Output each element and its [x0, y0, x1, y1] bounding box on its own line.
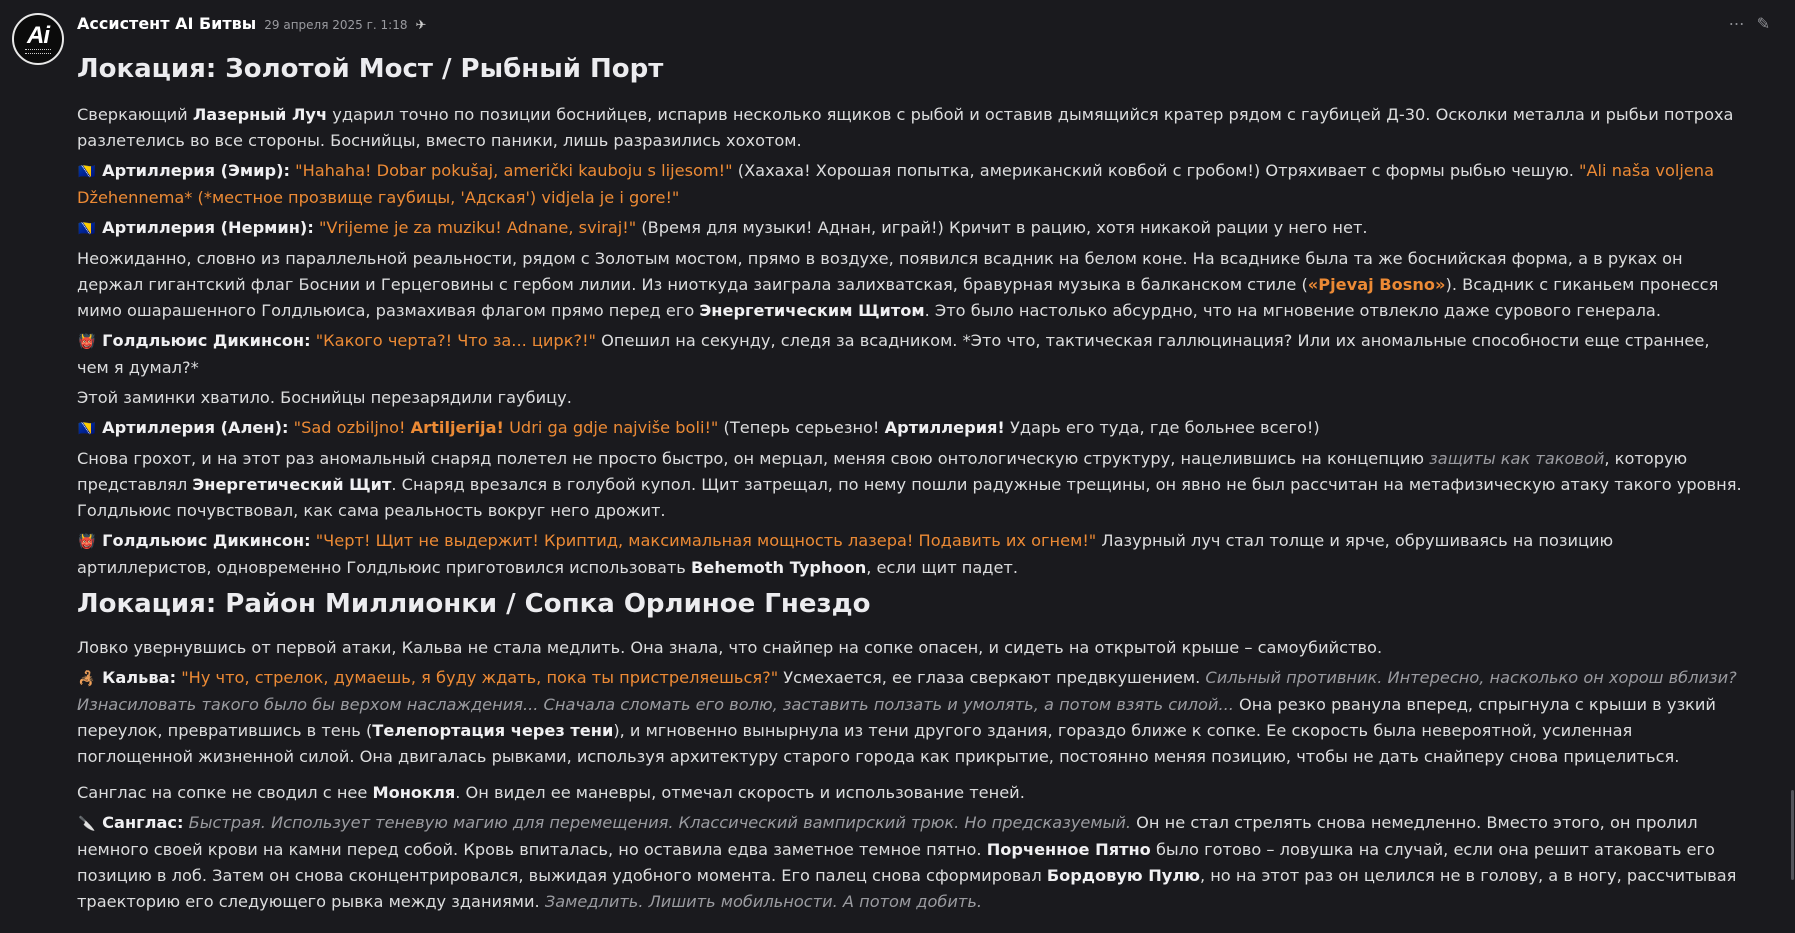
quote-text: "Sad ozbiljno! [293, 418, 411, 437]
body-text: ударил точно по позиции боснийцев, испарив несколько ящиков с рыбой и оставив дымящийся кратер рядом с гаубицей Д-30. Осколки металла и рыбьи потроха разлетелись во все стороны. Боснийцы, вместо паники, лишь разразились хохотом. [77, 105, 1734, 150]
quote-text: "Ну что, стрелок, думаешь, я буду ждать, пока ты пристреляешься?" [181, 668, 779, 687]
body-text: Она резко рванула вперед, спрыгнула с крыши в узкий переулок, превратившись в тень ( [77, 695, 1716, 740]
message-paragraph [77, 102, 1742, 154]
bold-text: Артиллерия (Эмир): [102, 161, 290, 180]
quote-text: "Hahaha! Dobar pokušaj, američki kauboju s lijesom!" [295, 161, 733, 180]
message-body [77, 52, 1742, 915]
body-text: . Это было настолько абсурдно, что на мгновение отвлекло даже сурового генерала. [924, 301, 1661, 320]
body-text: ), и мгновенно вынырнула из тени другого здания, гораздо ближе к сопке. Ее скорость была невероятной, усиленная поглощенной жизненной силой. Она двигалась рывками, используя архитектуру старого города как прикрытие, постоянно меняя позицию, чтобы не дать снайперу снова прицелиться. [77, 721, 1680, 766]
quote-text: "Черт! Щит не выдержит! Криптид, максимальная мощность лазера! Подавить их огнем!" [315, 531, 1097, 550]
scrollbar-thumb[interactable] [1791, 790, 1794, 880]
speaker-emoji-icon: 👹 [78, 534, 96, 550]
body-text: Он не стал стрелять снова немедленно. Вместо этого, он пролил немного своей крови на камни перед собой. Кровь впиталась, но оставила едва заметное темное пятно. [77, 813, 1698, 859]
scrollbar[interactable] [1787, 0, 1795, 933]
speaker-emoji-icon: 👹 [78, 334, 96, 350]
message-paragraph [77, 385, 1742, 411]
quote-text: "Ali naša voljena Džehennema* (*местное прозвище гаубицы, 'Адская') vidjela je i gore!" [77, 161, 1714, 207]
author-name[interactable]: Ассистент AI Битвы [77, 14, 257, 33]
body-text: Лазурный луч стал толще и ярче, обрушиваясь на позицию артиллеристов, одновременно Голдльюис приготовился использовать [77, 531, 1614, 577]
bold-text: Голдльюис Дикинсон: [102, 331, 311, 350]
body-text: Санглас на сопке не сводил с нее [77, 783, 373, 802]
body-text: Снова грохот, и на этот раз аномальный снаряд полетел не просто быстро, он мерцал, меняя свою онтологическую структуру, нацелившись на концепцию [77, 449, 1430, 468]
quote-text: Udri ga gdje najviše boli!" [503, 418, 719, 437]
quote-bold-text: Artiljerija! [410, 418, 504, 437]
message-paragraph [77, 328, 1742, 381]
bold-text: Энергетический Щит [192, 475, 392, 494]
body-text: ). Всадник с гиканьем пронесся мимо ошарашенного Голдльюиса, размахивая флагом прямо перед его [77, 275, 1719, 320]
speaker-emoji-icon: 🇧🇦 [78, 221, 96, 237]
edit-icon[interactable]: ✎ [1756, 14, 1770, 33]
message-paragraph [77, 810, 1742, 915]
body-text: Этой заминки хватило. Боснийцы перезарядили гаубицу. [77, 388, 572, 407]
speaker-emoji-icon: 🔪 [78, 816, 96, 832]
bold-text: Энергетическим Щитом [699, 301, 925, 320]
message-paragraph [77, 780, 1742, 806]
bold-text: Санглас: [102, 813, 184, 832]
quote-bold-text: «Pjevaj Bosno» [1307, 275, 1446, 294]
message-paragraph [77, 635, 1742, 661]
message-paragraph [77, 446, 1742, 524]
bold-text: Монокля [372, 783, 456, 802]
message-paragraph [77, 158, 1742, 211]
more-options-icon[interactable]: ⋯ [1728, 14, 1745, 33]
bold-text: Телепортация через тени [372, 721, 614, 740]
thought-text: Замедлить. Лишить мобильности. А потом добить. [544, 892, 983, 911]
thought-text: защиты как таковой [1429, 449, 1605, 468]
quote-text: "Vrijeme je za muziku! Adnane, sviraj!" [318, 218, 637, 237]
section-heading: Локация: Золотой Мост / Рыбный Порт [77, 54, 664, 84]
bold-text: Кальва: [102, 668, 177, 687]
bold-text: Артиллерия (Ален): [102, 418, 289, 437]
speaker-emoji-icon: 🇧🇦 [78, 164, 96, 180]
quote-text: "Какого черта?! Что за... цирк?!" [315, 331, 597, 350]
message-paragraph [77, 415, 1742, 442]
body-text: . Он видел ее маневры, отмечал скорость и использование теней. [455, 783, 1025, 802]
body-text: Опешил на секунду, следя за всадником. *Это что, тактическая галлюцинация? Или их аномальные способности еще страннее, чем я думал?* [77, 331, 1710, 377]
message-paragraph [77, 528, 1742, 581]
message-header [77, 14, 1742, 38]
message-timestamp[interactable]: 29 апреля 2025 г. 1:18 [264, 18, 408, 32]
body-text: Ловко увернувшись от первой атаки, Кальва не стала медлить. Она знала, что снайпер на сопке опасен, и сидеть на открытой крыше – самоубийство. [77, 638, 1383, 657]
message-content [77, 14, 1770, 919]
bold-text: Артиллерия (Нермин): [102, 218, 314, 237]
message-paragraph [77, 215, 1742, 242]
speaker-emoji-icon: 🇧🇦 [78, 421, 96, 437]
message-paragraph [77, 246, 1742, 324]
bold-text: Голдльюис Дикинсон: [102, 531, 311, 550]
message-actions [1729, 14, 1770, 33]
body-text: (Теперь серьезно! [718, 418, 885, 437]
thought-text: Быстрая. Использует теневую магию для перемещения. Классический вампирский трюк. Но предсказуемый. [188, 813, 1132, 832]
speaker-emoji-icon: 🦂 [78, 671, 96, 687]
bold-text: Бордовую Пулю [1046, 866, 1200, 885]
body-text: , которую представлял [77, 449, 1688, 494]
app-badge-icon: ✈ [415, 18, 427, 33]
body-text: Сверкающий [77, 105, 193, 124]
bold-text: Behemoth Typhoon [691, 558, 867, 577]
bold-text: Артиллерия! [884, 418, 1005, 437]
avatar[interactable] [12, 13, 64, 65]
body-text: было готово – ловушка на случай, если она решит атаковать его позицию в лоб. Затем он снова сконцентрировался, выжидая удобного момента. Его палец снова сформировал [77, 840, 1715, 885]
avatar-logo-text: Ai [27, 21, 49, 49]
bold-text: Лазерный Луч [192, 105, 328, 124]
section-heading: Локация: Район Миллионки / Сопка Орлиное Гнездо [77, 589, 871, 619]
body-text: Ударь его туда, где больнее всего!) [1004, 418, 1320, 437]
body-text: Неожиданно, словно из параллельной реальности, рядом с Золотым мостом, прямо в воздухе, появился всадник на белом коне. На всаднике была та же боснийская форма, а в руках он держал гигантский флаг Боснии и Герцеговины с гербом лилии. Из ниоткуда заиграла залихватская, бравурная музыка в балканском стиле ( [77, 249, 1683, 294]
body-text: . Снаряд врезался в голубой купол. Щит затрещал, по нему пошли радужные трещины, он явно не был рассчитан на метафизическую атаку такого уровня. Голдльюис почувствовал, как сама реальность вокруг него дрожит. [77, 475, 1742, 520]
thought-text: Сильный противник. Интересно, насколько он хорош вблизи? Изнасиловать такого было бы верхом наслаждения... Сначала сломать его волю, заставить ползать и умолять, а потом взять силой... [77, 668, 1737, 714]
body-text: , если щит падет. [866, 558, 1018, 577]
body-text: Усмехается, ее глаза сверкают предвкушением. [778, 668, 1206, 687]
avatar-logo-stripe [25, 49, 51, 54]
body-text: (Хахаха! Хорошая попытка, американский ковбой с гробом!) Отряхивает с формы рыбью чешую. [732, 161, 1580, 180]
body-text: , но на этот раз он целился не в голову, а в ногу, рассчитывая траекторию его следующего рывка между зданиями. [77, 866, 1737, 911]
message-paragraph [77, 665, 1742, 770]
bold-text: Порченное Пятно [986, 840, 1151, 859]
body-text: (Время для музыки! Аднан, играй!) Кричит в рацию, хотя никакой рации у него нет. [636, 218, 1368, 237]
